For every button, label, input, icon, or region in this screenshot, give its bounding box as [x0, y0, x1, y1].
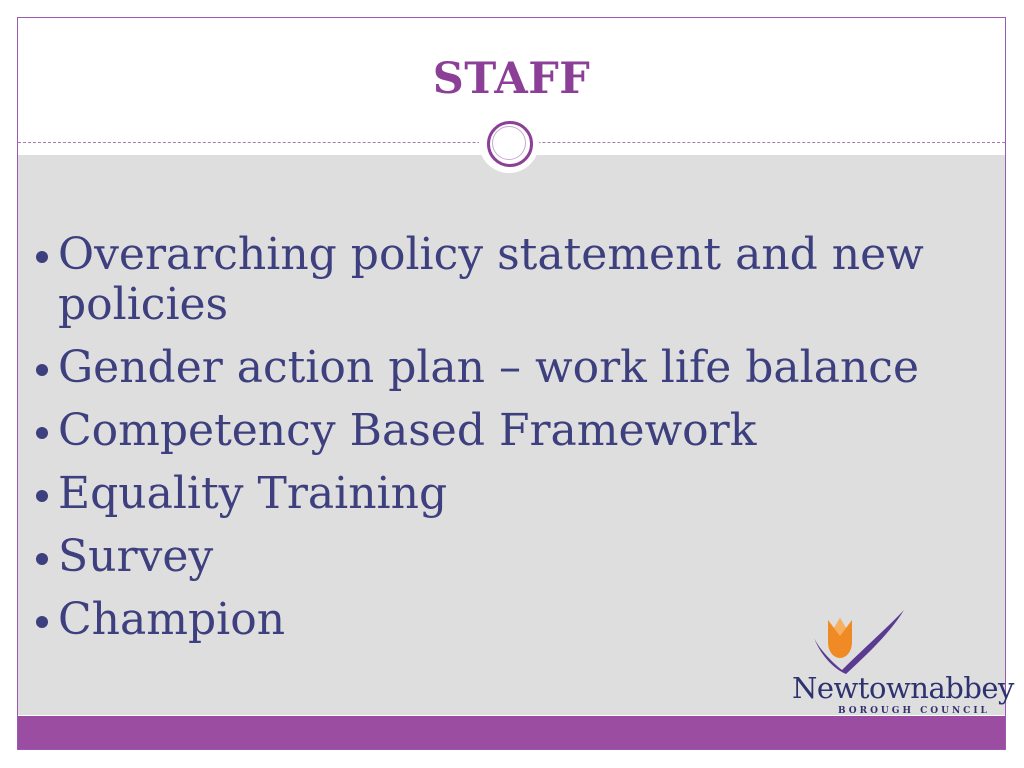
divider-circle-icon: [479, 113, 539, 173]
bullet-icon: [36, 616, 48, 628]
list-item-text: Equality Training: [58, 468, 448, 519]
logo-name: Newtownabbey: [792, 671, 1014, 705]
list-item-text: Competency Based Framework: [58, 405, 757, 456]
list-item-text: Survey: [58, 531, 214, 582]
list-item-text: Gender action plan – work life balance: [58, 342, 919, 393]
list-item-text: Overarching policy statement and new policies: [58, 229, 924, 330]
bullet-icon: [36, 427, 48, 439]
list-item: [30, 406, 980, 456]
logo-subtitle: BOROUGH COUNCIL: [838, 706, 990, 716]
bullet-icon: [36, 490, 48, 502]
list-item-text: Champion: [58, 594, 286, 645]
list-item: [30, 343, 980, 393]
tulip-checkmark-logo-icon: [792, 610, 1004, 676]
bullet-list: [30, 230, 980, 658]
council-logo: [792, 610, 1014, 720]
bullet-icon: [36, 553, 48, 565]
bullet-icon: [36, 364, 48, 376]
bottom-bar: [18, 716, 1005, 750]
list-item: [30, 230, 980, 330]
circle-ring-icon: [487, 121, 533, 167]
list-item: [30, 469, 980, 519]
list-item: [30, 532, 980, 582]
bullet-icon: [36, 251, 48, 263]
slide-title: STAFF: [432, 54, 591, 104]
